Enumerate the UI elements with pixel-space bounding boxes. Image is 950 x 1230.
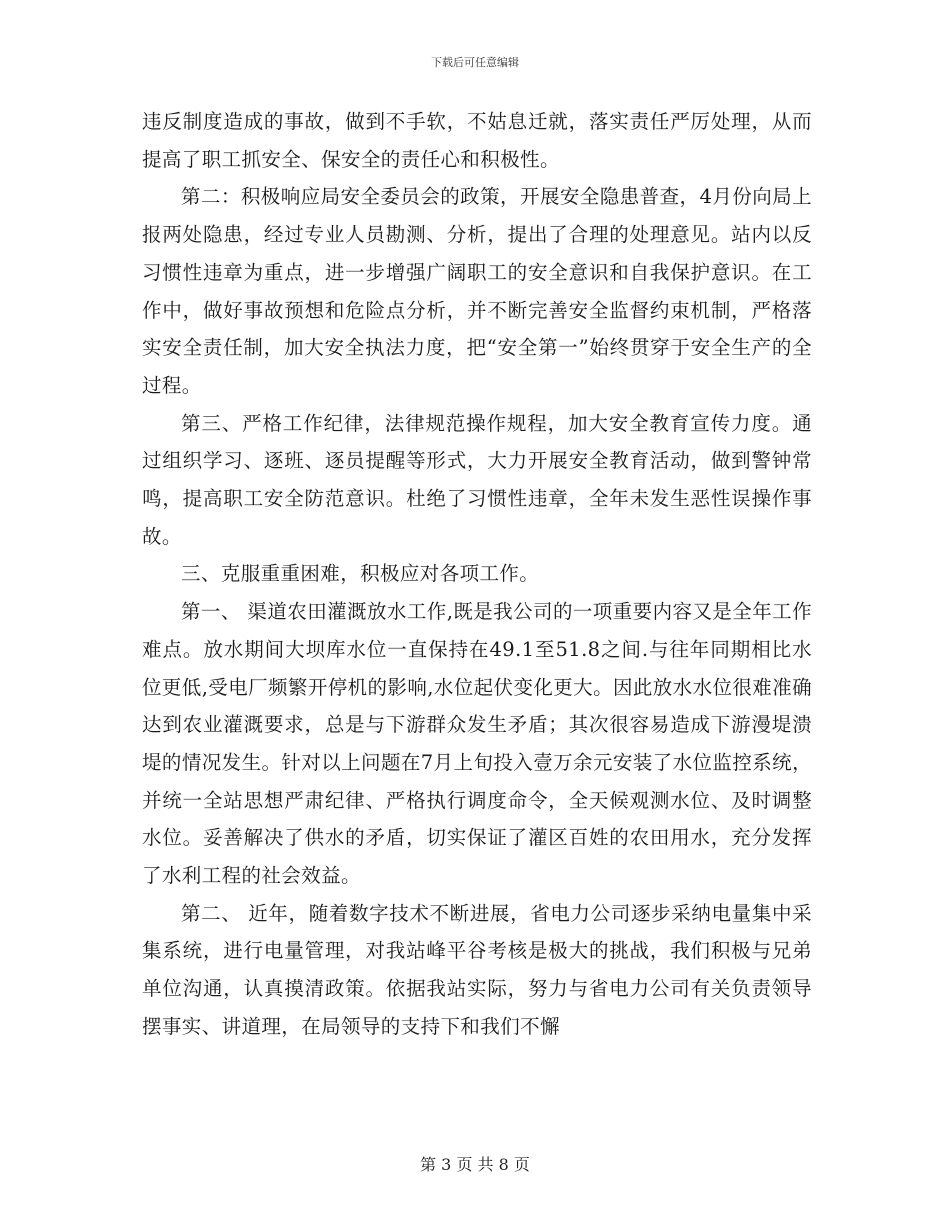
section-heading: 三、克服重重困难，积极应对各项工作。 bbox=[181, 562, 540, 586]
paragraph-1: 违反制度造成的事故，做到不手软，不姑息迁就，落实责任严厉处理，从而提高了职工抓安全、保安全的责任心和积极性。 bbox=[142, 110, 812, 171]
paragraph-5: 第二、 近年，随着数字技术不断进展，省电力公司逐步采纳电量集中采集系统，进行电量管理，对我站峰平谷考核是极大的挑战，我们积极与兄弟单位沟通，认真摸清政策。依据我站实际，努力与省电力公司有关负责领导摆事实、讲道理，在局领导的支持下和我们不懈 bbox=[142, 901, 812, 1038]
page-number: 第 3 页 共 8 页 bbox=[420, 1155, 530, 1174]
paragraph-3: 第三、严格工作纪律，法律规范操作规程，加大安全教育宣传力度。通过组织学习、逐班、逐员提醒等形式，大力开展安全教育活动，做到警钟常鸣，提高职工安全防范意识。杜绝了习惯性违章，全年未发生恶性误操作事故。 bbox=[142, 411, 812, 548]
paragraph-4: 第一、 渠道农田灌溉放水工作,既是我公司的一项重要内容又是全年工作难点。放水期间大坝库水位一直保持在49.1至51.8之间.与往年同期相比水位更低,受电厂频繁开停机的影响,水位起伏变化更大。因此放水水位很难准确达到农业灌溉要求，总是与下游群众发生矛盾；其次很容易造成下游漫堤溃堤的情况发生。针对以上问题在7月上旬投入壹万余元安装了水位监控系统，并统一全站思想严肃纪律、严格执行调度命令，全天候观测水位、及时调整水位。妥善解决了供水的矛盾，切实保证了灌区百姓的农田用水，充分发挥了水利工程的社会效益。 bbox=[142, 600, 812, 888]
page-header: 下载后可任意编辑 bbox=[431, 56, 519, 69]
document-body bbox=[142, 103, 812, 1046]
paragraph-2: 第二：积极响应局安全委员会的政策，开展安全隐患普查，4月份向局上报两处隐患，经过专业人员勘测、分析，提出了合理的处理意见。站内以反习惯性违章为重点，进一步增强广阔职工的安全意识和自我保护意识。在工作中，做好事故预想和危险点分析，并不断完善安全监督约束机制，严格落实安全责任制，加大安全执法力度，把“安全第一”始终贯穿于安全生产的全过程。 bbox=[142, 185, 812, 397]
